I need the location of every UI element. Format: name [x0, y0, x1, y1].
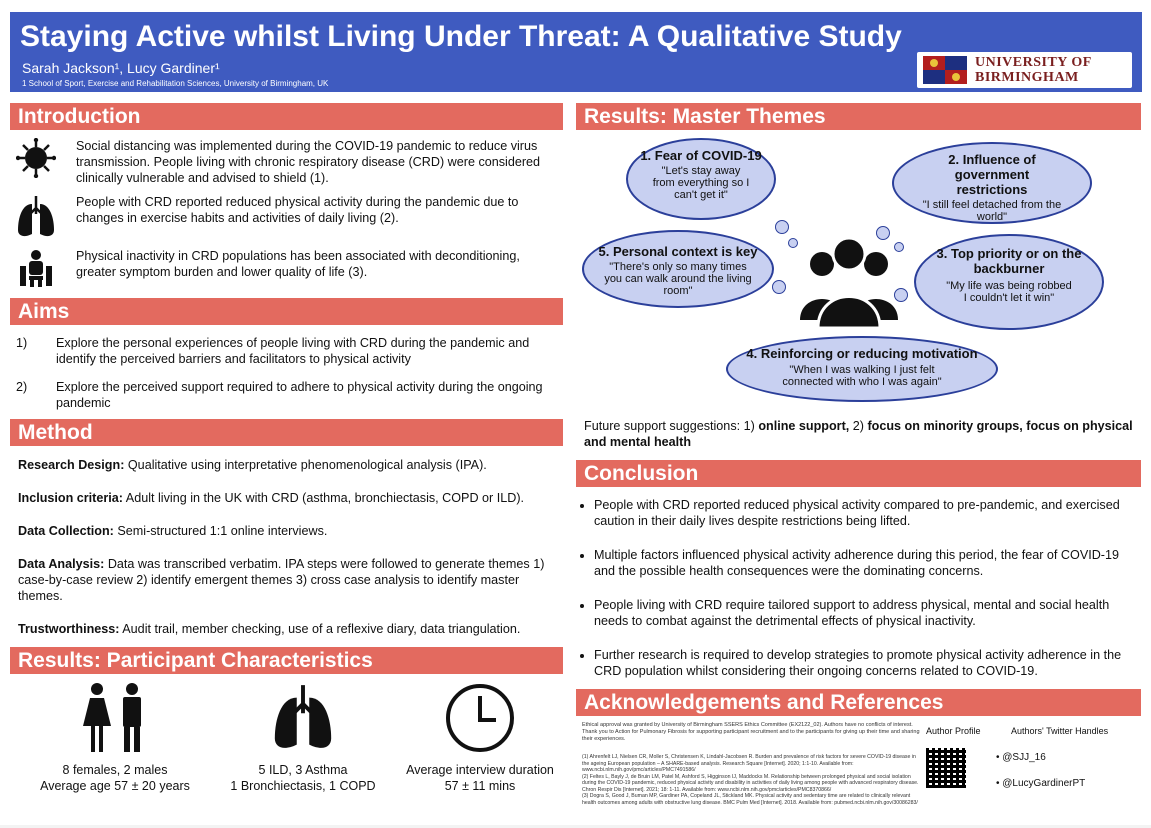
- aim-text: Explore the personal experiences of people living with CRD during the pandemic and identify the perceived barriers and facilitators to physical activity: [56, 336, 530, 366]
- twitter-handle-1[interactable]: • @SJJ_16: [996, 752, 1046, 763]
- duration-value: 57 ± 11 mins: [444, 779, 516, 793]
- method-item: [18, 621, 563, 637]
- thought-bubble: [788, 238, 798, 248]
- lungs-icon: [268, 682, 338, 754]
- method-text: Adult living in the UK with CRD (asthma, bronchiectasis, COPD or ILD).: [125, 491, 525, 505]
- participant-diagnosis: [218, 682, 388, 794]
- conclusion-item: • Multiple factors influenced physical activity adherence during this period, the fear of COVID-19 and the possible health consequences were the dominating concerns.: [594, 547, 1141, 579]
- theme-3-quote: "My life was being robbed I couldn't let it win": [946, 280, 1072, 304]
- acknowledgements-body: [576, 716, 1141, 828]
- qr-code[interactable]: [926, 748, 966, 788]
- method-label: Data Collection:: [18, 524, 114, 538]
- thought-bubble: [894, 288, 908, 302]
- reference-3: (3) Dogra S, Good J, Buman MP, Gardiner PA, Copeland JL, Stickland MK. Physical activity and sedentary time are related to clinically relevant health outcomes among adults with obstructive lung disease. BMC Pulm Med [Internet]. 2018. Available from: pubmed.ncbi.nlm.nih.gov/30086283/: [582, 793, 918, 806]
- acknowledgements-heading: Acknowledgements and References: [576, 689, 1141, 716]
- intro-item: [10, 194, 563, 240]
- intro-text-1: Social distancing was implemented during the COVID-19 pandemic to reduce virus transmission. People living with chronic respiratory disease (CRD) were considered clinically vulnerable and advised to shield (1).: [76, 139, 541, 185]
- theme-2-title: 2. Influence of government restrictions: [948, 152, 1036, 197]
- theme-cloud-1: [626, 138, 776, 220]
- university-name: [975, 55, 1092, 85]
- lungs-icon: [16, 194, 56, 240]
- future-support: [584, 418, 1141, 450]
- conclusion-item: • Further research is required to develop strategies to promote physical activity adherence in the CRD population whilst considering their ongoing concerns related to COVID-19.: [594, 647, 1141, 679]
- intro-text-2: People with CRD reported reduced physical activity during the pandemic due to changes in exercise habits and activities of daily living (2).: [76, 195, 519, 225]
- conclusion-list: [576, 497, 1141, 679]
- method-text: Semi-structured 1:1 online interviews.: [117, 524, 328, 538]
- themes-diagram: [576, 130, 1141, 412]
- thought-bubble: [772, 280, 786, 294]
- intro-text-3: Physical inactivity in CRD populations has been associated with deconditioning, greater symptom burden and lower quality of life (3).: [76, 249, 520, 279]
- female-male-icon: [80, 682, 150, 754]
- method-item: [18, 523, 563, 539]
- twitter-handle-2[interactable]: • @LucyGardinerPT: [996, 778, 1086, 789]
- university-logo: [917, 52, 1132, 88]
- aim-item: [16, 335, 563, 367]
- theme-cloud-5: [582, 230, 774, 308]
- references: [582, 754, 922, 806]
- diagnosis-line2: 1 Bronchiectasis, 1 COPD: [230, 779, 376, 793]
- conclusion-item: • People living with CRD require tailored support to address physical, mental and social health needs to combat against the detrimental effects of physical inactivity.: [594, 597, 1141, 629]
- theme-cloud-2: [892, 142, 1092, 224]
- intro-item: [10, 248, 563, 288]
- theme-5-quote: "There's only so many times you can walk around the living room": [604, 261, 752, 297]
- twitter-label: Authors' Twitter Handles: [1011, 726, 1109, 736]
- duration-label: Average interview duration: [406, 763, 554, 777]
- conclusion-item: • People with CRD reported reduced physical activity compared to pre-pandemic, and exercised caution in their daily lives despite restrictions being lifted.: [594, 497, 1141, 529]
- gender-line: 8 females, 2 males: [62, 763, 168, 777]
- method-text: Data was transcribed verbatim. IPA steps were followed to generate themes 1) case-by-case review 2) identify emergent themes 3) cross case analysis to identify master themes.: [18, 557, 545, 603]
- method-label: Research Design:: [18, 458, 125, 472]
- future-bold-2: focus on minority groups, focus on physical and mental health: [584, 419, 1133, 449]
- themes-heading: Results: Master Themes: [576, 103, 1141, 130]
- logo-line2: BIRMINGHAM: [975, 70, 1079, 85]
- group-of-people-icon: [794, 230, 904, 330]
- poster-header: [10, 12, 1142, 92]
- theme-cloud-3: [914, 234, 1104, 330]
- left-column: [10, 97, 563, 804]
- reference-2: (2) Feltes L, Bayly J, de Bruin LM, Patel M, Ashford S, Higginson IJ, Maddocks M. Relationship between prolonged physical and social isolation during the COVID-19 pandemic, reduced physical activity and disability in activities of daily living among people with advanced respiratory disease. Chron Respir Dis [Internet]. 2021; 18: 1-11. Available from: www.ncbi.nlm.nih.gov/pmc/articles/PMC8370866/: [582, 773, 919, 793]
- conclusion-heading: Conclusion: [576, 460, 1141, 487]
- method-item: [18, 457, 563, 473]
- affiliation: 1 School of Sport, Exercise and Rehabilitation Sciences, University of Birmingham, UK: [22, 79, 329, 88]
- thought-bubble: [894, 242, 904, 252]
- participant-duration: [395, 682, 565, 794]
- theme-1-quote: "Let's stay away from everything so I can't get it": [652, 165, 750, 201]
- thought-bubble: [775, 220, 789, 234]
- participant-gender: [30, 682, 200, 794]
- method-text: Qualitative using interpretative phenomenological analysis (IPA).: [127, 458, 487, 472]
- method-label: Trustworthiness:: [18, 622, 120, 636]
- aim-text: Explore the perceived support required to adhere to physical activity during the ongoing pandemic: [56, 380, 543, 410]
- method-item: [18, 556, 563, 604]
- theme-2-quote: "I still feel detached from the world": [922, 199, 1062, 223]
- aim-item: [16, 379, 563, 411]
- participant-characteristics: [10, 674, 563, 804]
- theme-cloud-4: [726, 336, 998, 402]
- theme-1-title: 1. Fear of COVID-19: [640, 148, 762, 163]
- crest-icon: [923, 56, 967, 84]
- future-bold-1: online support,: [758, 419, 850, 433]
- age-line: Average age 57 ± 20 years: [40, 779, 190, 793]
- theme-4-quote: "When I was walking I just felt connected with who I was again": [782, 364, 942, 388]
- future-mid: 2): [849, 419, 868, 433]
- theme-5-title: 5. Personal context is key: [598, 244, 758, 259]
- sitting-person-icon: [16, 248, 56, 288]
- future-prefix: Future support suggestions: 1): [584, 419, 759, 433]
- method-text: Audit trail, member checking, use of a reflexive diary, data triangulation.: [122, 622, 521, 636]
- theme-4-title: 4. Reinforcing or reducing motivation: [746, 346, 978, 361]
- handle-text: @SJJ_16: [1002, 752, 1046, 763]
- introduction-heading: Introduction: [10, 103, 563, 130]
- participants-heading: Results: Participant Characteristics: [10, 647, 563, 674]
- authors: Sarah Jackson¹, Lucy Gardiner¹: [22, 60, 220, 76]
- intro-item: [10, 138, 563, 186]
- aim-number: 1): [16, 336, 28, 350]
- thought-bubble: [876, 226, 890, 240]
- aims-heading: Aims: [10, 298, 563, 325]
- author-profile-label: Author Profile: [926, 726, 981, 736]
- method-heading: Method: [10, 419, 563, 446]
- handle-text: @LucyGardinerPT: [1002, 778, 1086, 789]
- ethics-statement: Ethical approval was granted by University of Birmingham SSERS Ethics Committee (EX2122_02). Authors have no conflicts of interest. Thank you to Action for Pulmonary Fibrosis for supporting participant recruitment and to the participants for giving up their time and sharing their experiences.: [582, 722, 920, 742]
- poster-title: Staying Active whilst Living Under Threat: A Qualitative Study: [20, 20, 902, 53]
- reference-1: (1) Ahrenfelt LJ, Nielsen CR, Moller S, Christensen K, Lindahl-Jacobsen R. Burden and prevalence of risk factors for severe COVID-19 disease in the ageing European population – A SHARE-based analysis. Research Square [Internet]. 2020; 1:1-10. Available from: www.ncbi.nlm.nih.gov/pmc/articles/PMC7491586/: [582, 754, 916, 773]
- method-item: [18, 490, 563, 506]
- clock-icon: [444, 682, 516, 754]
- virus-icon: [16, 138, 56, 178]
- aim-number: 2): [16, 380, 28, 394]
- diagnosis-line1: 5 ILD, 3 Asthma: [258, 763, 348, 777]
- method-label: Data Analysis:: [18, 557, 105, 571]
- method-label: Inclusion criteria:: [18, 491, 123, 505]
- logo-line1: UNIVERSITY OF: [975, 55, 1092, 70]
- right-column: [576, 97, 1141, 828]
- theme-3-title: 3. Top priority or on the backburner: [936, 246, 1082, 276]
